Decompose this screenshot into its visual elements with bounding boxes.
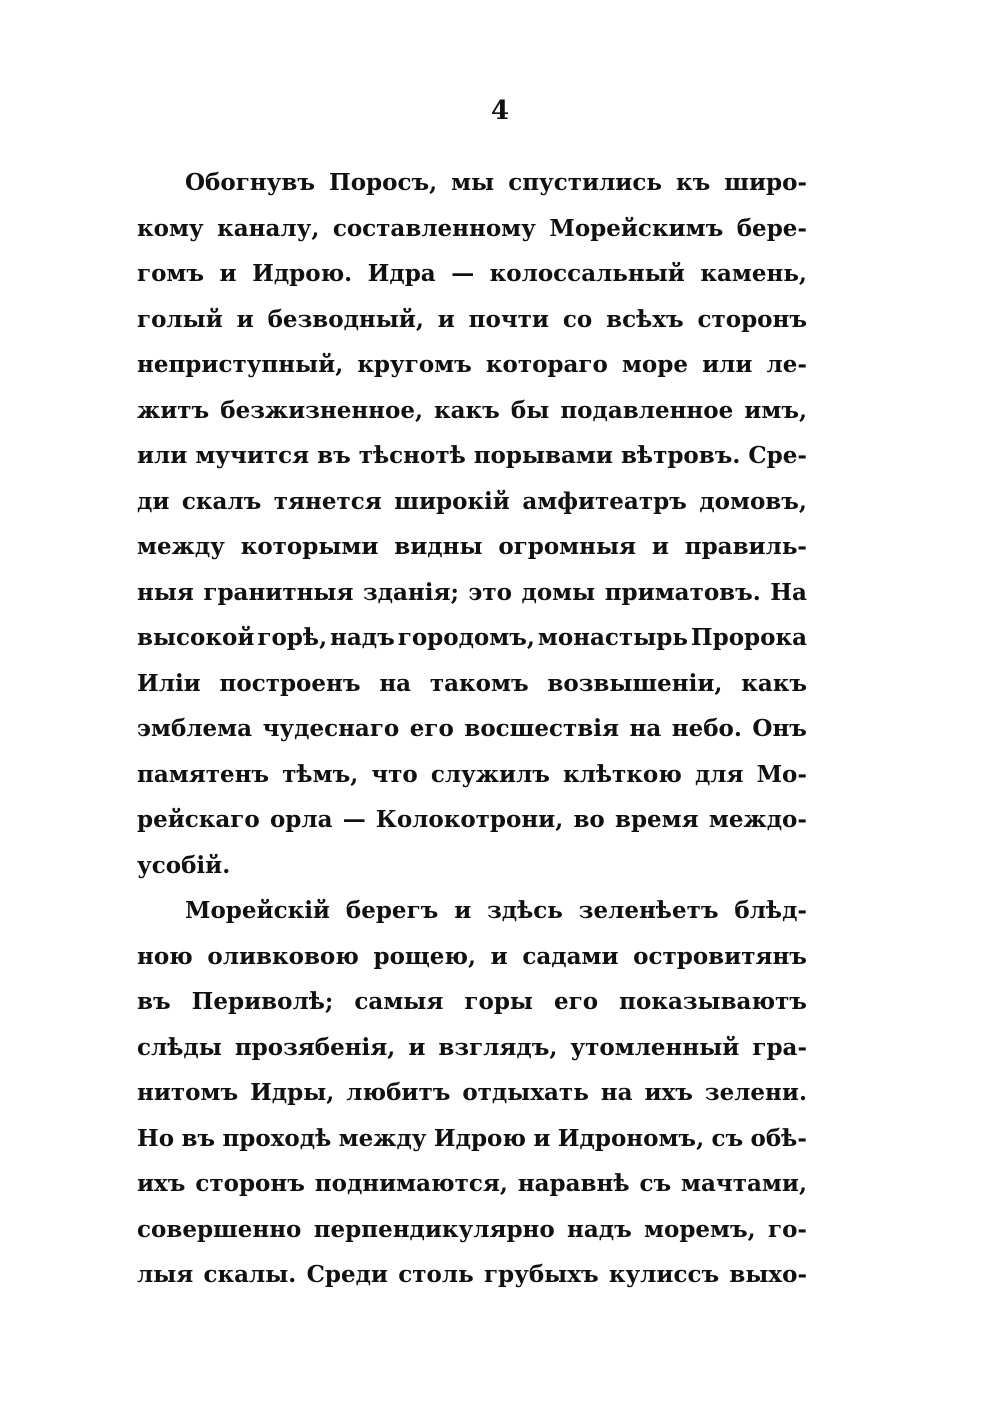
text-line: рейскаго орла — Колокотрони, во время междо- xyxy=(137,806,807,833)
text-line: Обогнувъ Поросъ, мы спустились къ широ- xyxy=(185,169,807,196)
text-line: эмблема чудеснаго его восшествія на небо. Онъ xyxy=(137,715,807,742)
text-line: слѣды прозябенія, и взглядъ, утомленный гра- xyxy=(137,1033,807,1061)
text-line: Но въ проходѣ между Идрою и Идрономъ, съ обѣ- xyxy=(137,1124,807,1152)
paragraph-1 xyxy=(137,160,807,888)
text-line: голый и безводный, и почти со всѣхъ сторонъ xyxy=(137,305,807,333)
text-line: кому каналу, составленному Морейскимъ бере- xyxy=(137,214,807,242)
text-line: памятенъ тѣмъ, что служилъ клѣткою для Мо- xyxy=(137,760,807,788)
text-line: ди скалъ тянется широкій амфитеатръ домовъ, xyxy=(137,487,807,515)
text-line: совершенно перпендикулярно надъ моремъ, го- xyxy=(137,1215,807,1243)
text-line: въ Периволѣ; самыя горы его показываютъ xyxy=(137,988,807,1015)
text-line: ихъ сторонъ поднимаются, наравнѣ съ мачтами, xyxy=(137,1170,807,1197)
page-number: 4 xyxy=(490,96,510,126)
text-line: житъ безжизненное, какъ бы подавленное имъ, xyxy=(137,396,807,424)
text-line: нитомъ Идры, любитъ отдыхать на ихъ зелени. xyxy=(137,1079,807,1106)
text-line: усобій. xyxy=(137,851,231,879)
paragraph-2 xyxy=(137,888,807,1298)
text-line: лыя скалы. Среди столь грубыхъ кулиссъ выхо- xyxy=(137,1261,807,1288)
text-line: Морейскій берегъ и здѣсь зеленѣетъ блѣд- xyxy=(185,897,807,924)
text-line: Иліи построенъ на такомъ возвышеніи, какъ xyxy=(137,669,807,697)
text-line: между которыми видны огромныя и правиль- xyxy=(137,533,807,560)
text-line: неприступный, кругомъ котораго море или ле- xyxy=(137,351,807,378)
body-text xyxy=(137,160,807,1298)
text-line: или мучится въ тѣснотѣ порывами вѣтровъ. Сре- xyxy=(137,442,807,469)
text-line: гомъ и Идрою. Идра — колоссальный камень, xyxy=(137,260,807,287)
text-line: высокой горѣ, надъ городомъ, монастырь Пророка xyxy=(137,624,807,651)
text-line: ною оливковою рощею, и садами островитянъ xyxy=(137,942,807,970)
text-line: ныя гранитныя зданія; это домы приматовъ. На xyxy=(137,578,807,606)
